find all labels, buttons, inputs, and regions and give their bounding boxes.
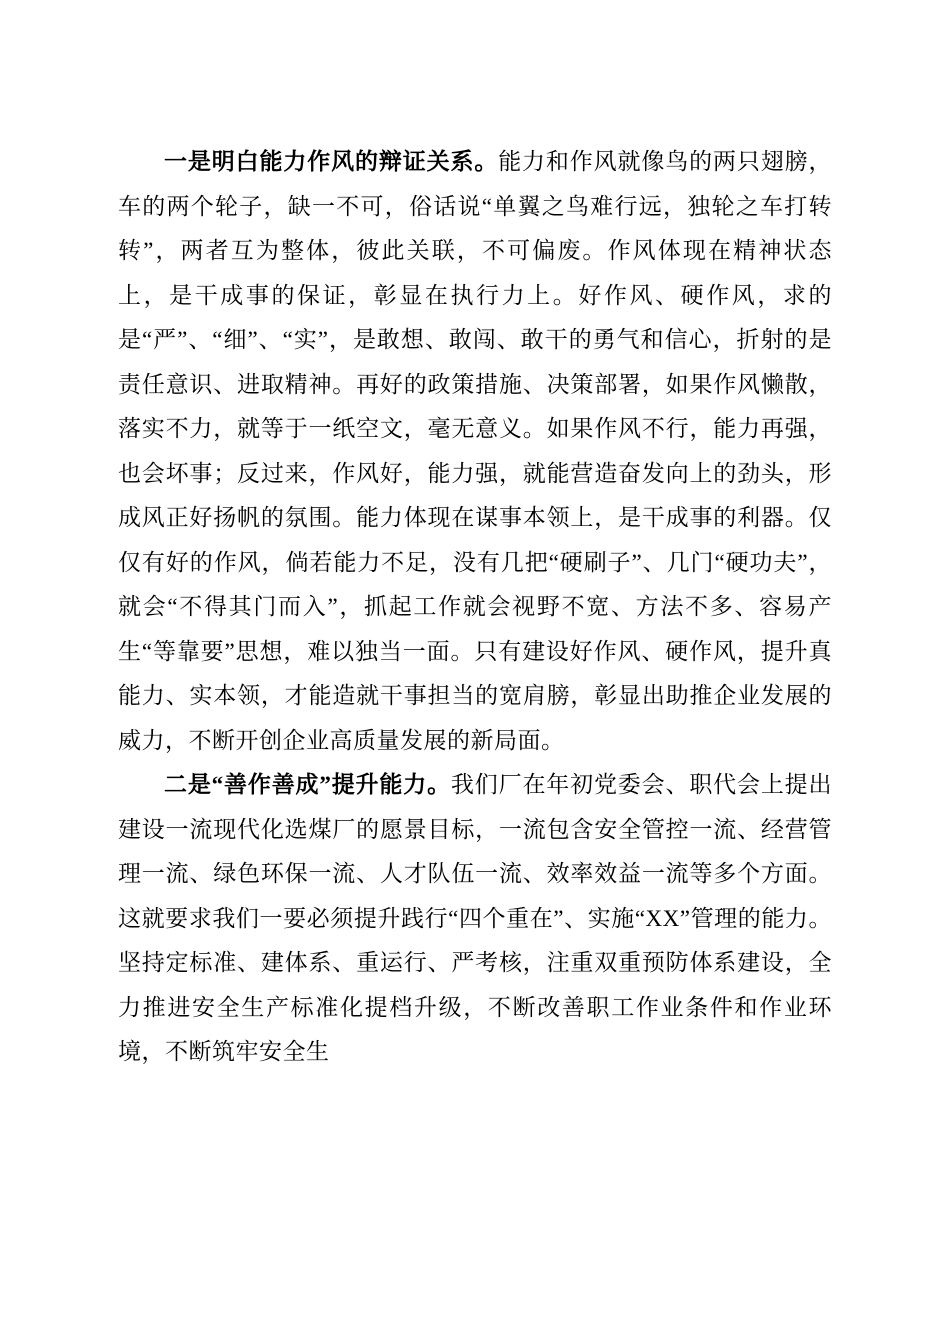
document-content (118, 140, 832, 1075)
paragraph (118, 140, 832, 763)
paragraph-body: 能力和作风就像鸟的两只翅膀，车的两个轮子，缺一不可，俗话说“单翼之鸟难行远，独轮之车打转转”，两者互为整体，彼此关联，不可偏废。作风体现在精神状态上，是干成事的保证，彰显在执行力上。好作风、硬作风，求的是“严”、“细”、“实”，是敢想、敢闯、敢干的勇气和信心，折射的是责任意识、进取精神。再好的政策措施、决策部署，如果作风懒散，落实不力，就等于一纸空文，毫无意义。如果作风不行，能力再强，也会坏事；反过来，作风好，能力强，就能营造奋发向上的劲头，形成风正好扬帆的氛围。能力体现在谋事本领上，是干成事的利器。仅仅有好的作风，倘若能力不足，没有几把“硬刷子”、几门“硬功夫”，就会“不得其门而入”，抓起工作就会视野不宽、方法不多、容易产生“等靠要”思想，难以独当一面。只有建设好作风、硬作风，提升真能力、实本领，才能造就干事担当的宽肩膀，彰显出助推企业发展的威力，不断开创企业高质量发展的新局面。 (118, 149, 833, 753)
paragraph-lead: 一是明白能力作风的辩证关系。 (164, 149, 499, 174)
paragraph (118, 763, 832, 1075)
paragraph-lead: 二是“善作善成”提升能力。 (164, 772, 451, 797)
paragraph-body: 我们厂在年初党委会、职代会上提出建设一流现代化选煤厂的愿景目标，一流包含安全管控一流、经营管理一流、绿色环保一流、人才队伍一流、效率效益一流等多个方面。这就要求我们一要必须提升践行“四个重在”、实施“XX”管理的能力。坚持定标准、建体系、重运行、严考核，注重双重预防体系建设，全力推进安全生产标准化提档升级，不断改善职工作业条件和作业环境，不断筑牢安全生 (118, 772, 833, 1064)
